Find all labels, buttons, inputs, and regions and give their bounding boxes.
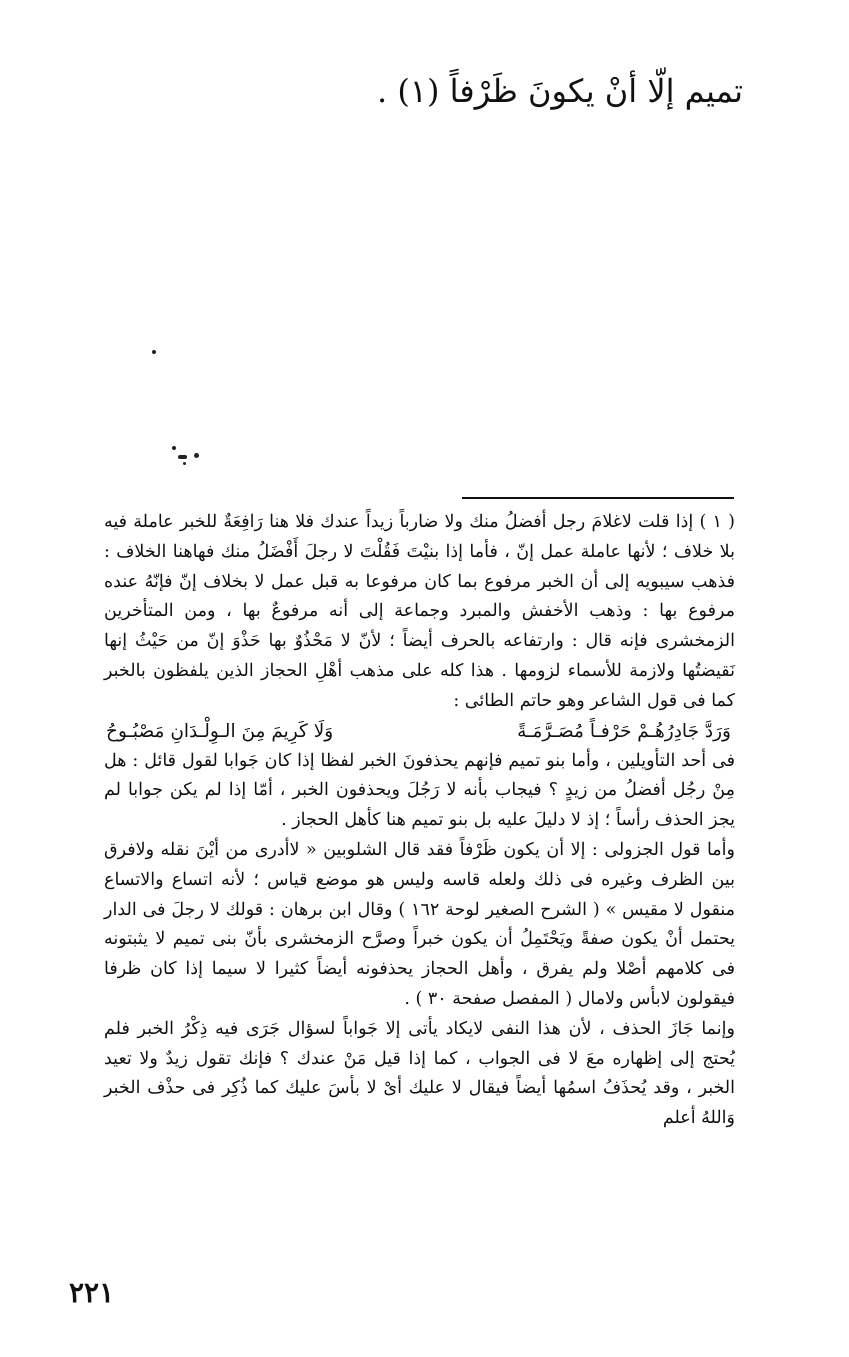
footnote-paragraph: ( ١ ) إذا قلت لاغلامَ رجل أفضلُ منك ولا ضارباً زيداً عندك فلا هنا رَافِعَةٌ للخبر عاملة فيه بلا خلاف ؛ لأنها عاملة عمل إنّ ، فأما إذا بنيْتَ فَقُلْتَ لا رجلَ أَفْضَلُ منك فهاهنا الخلاف : فذهب سيبويه إلى أن الخبر مرفوع بما كان مرفوعا به قبل عمل لا بخلاف إنّ فإنّهُ عنده مرفوع بها : وذهب الأخفش والمبرد وجماعة إلى أنه مرفوعٌ بها ، ومن المتأخرين الزمخشرى فإنه قال : وارتفاعه بالحرف أيضاً ؛ لأنّ لا مَحْذُوٌ بها حَذْوَ إنّ من حَيْثُ إنها نَقيضتُها ولازمة للأسماء لزومها . هذا كله على مذهب أهْلِ الحجاز الذين يلفظون بالخبر كما فى قول الشاعر وهو حاتم الطائى : [104, 512, 736, 711]
footnote-paragraph: وأما قول الجزولى : إلا أن يكون ظَرْفاً فقد قال الشلوبين « لاأدرى من أيْنَ نقله ولافرق بين الظرف وغيره فى ذلك ولعله قاسه وليس هو موضع قياس ؛ لأنه اتساع والاتساع منقول لا مقيس » ( الشرح الصغير لوحة ١٦٢ ) وقال ابن برهان : قولك لا رجلَ فى الدار يحتمل أنْ يكون صفةً ويَحْتَمِلُ أن يكون خبراً وصرَّح الزمخشرى بأنّ بنى تميم لا يثبتونه فى كلامهم أصْلا ولم يفرق ، وأهل الحجاز يحذفونه أيضاً كثيرا لا سيما إذا كان ظرفا فيقولون لابأس ولامال ( المفصل صفحة ٣٠ ) . [104, 839, 735, 1009]
continued-text-line: تميم إلّا أنْ يكونَ ظَرْفاً (١) . [376, 72, 743, 110]
verse-second-hemistich: وَلَا كَرِيمَ مِنَ الـوِلْـدَانِ مَصْبُـوحُ [106, 720, 334, 742]
verse-first-hemistich: وَرَدَّ جَادِرُهُـمْ حَرْفـاً مُصَـرَّمَـةً [517, 720, 731, 742]
ink-speck [172, 446, 176, 450]
footnote [104, 508, 735, 1134]
footnote-separator [462, 497, 734, 499]
ink-speck [183, 462, 186, 465]
footnote-paragraph: فى أحد التأويلين ، وأما بنو تميم فإنهم يحذفونَ الخبر لفظا إذا كان جَوابا لقول قائل : هل مِنْ رجُل أفضلُ من زيدٍ ؟ فيجاب بأنه لا رَجُلَ ويحذفون الخبر ، أمّا إذا لم يكن جوابا لم يجز الحذف رأساً ؛ إذ لا دليلَ عليه بل بنو تميم هنا كأهل الحجاز . [104, 750, 735, 831]
page-number: ٢٢١ [69, 1276, 115, 1309]
poetry-verse [104, 717, 735, 747]
footnote-paragraph: وإنما جَازَ الحذف ، لأن هذا النفى لايكاد يأتى إلا جَواباً لسؤال جَرَى فيه ذِكْرُ الخبر فلم يُحتج إلى إظهاره معَ لا فى الجواب ، كما إذا قيل مَنْ عندك ؟ فإنك تقول زيدٌ ولا تعيد الخبر ، وقد يُحذَفُ اسمُها أيضاً فيقال لا عليك أىْ لا بأسَ عليك كما ذُكِر فى حذْف الخبر وَاللهُ أعلم [104, 1018, 735, 1129]
ink-speck [152, 350, 156, 354]
ink-speck [178, 455, 187, 459]
ink-speck [194, 453, 199, 458]
